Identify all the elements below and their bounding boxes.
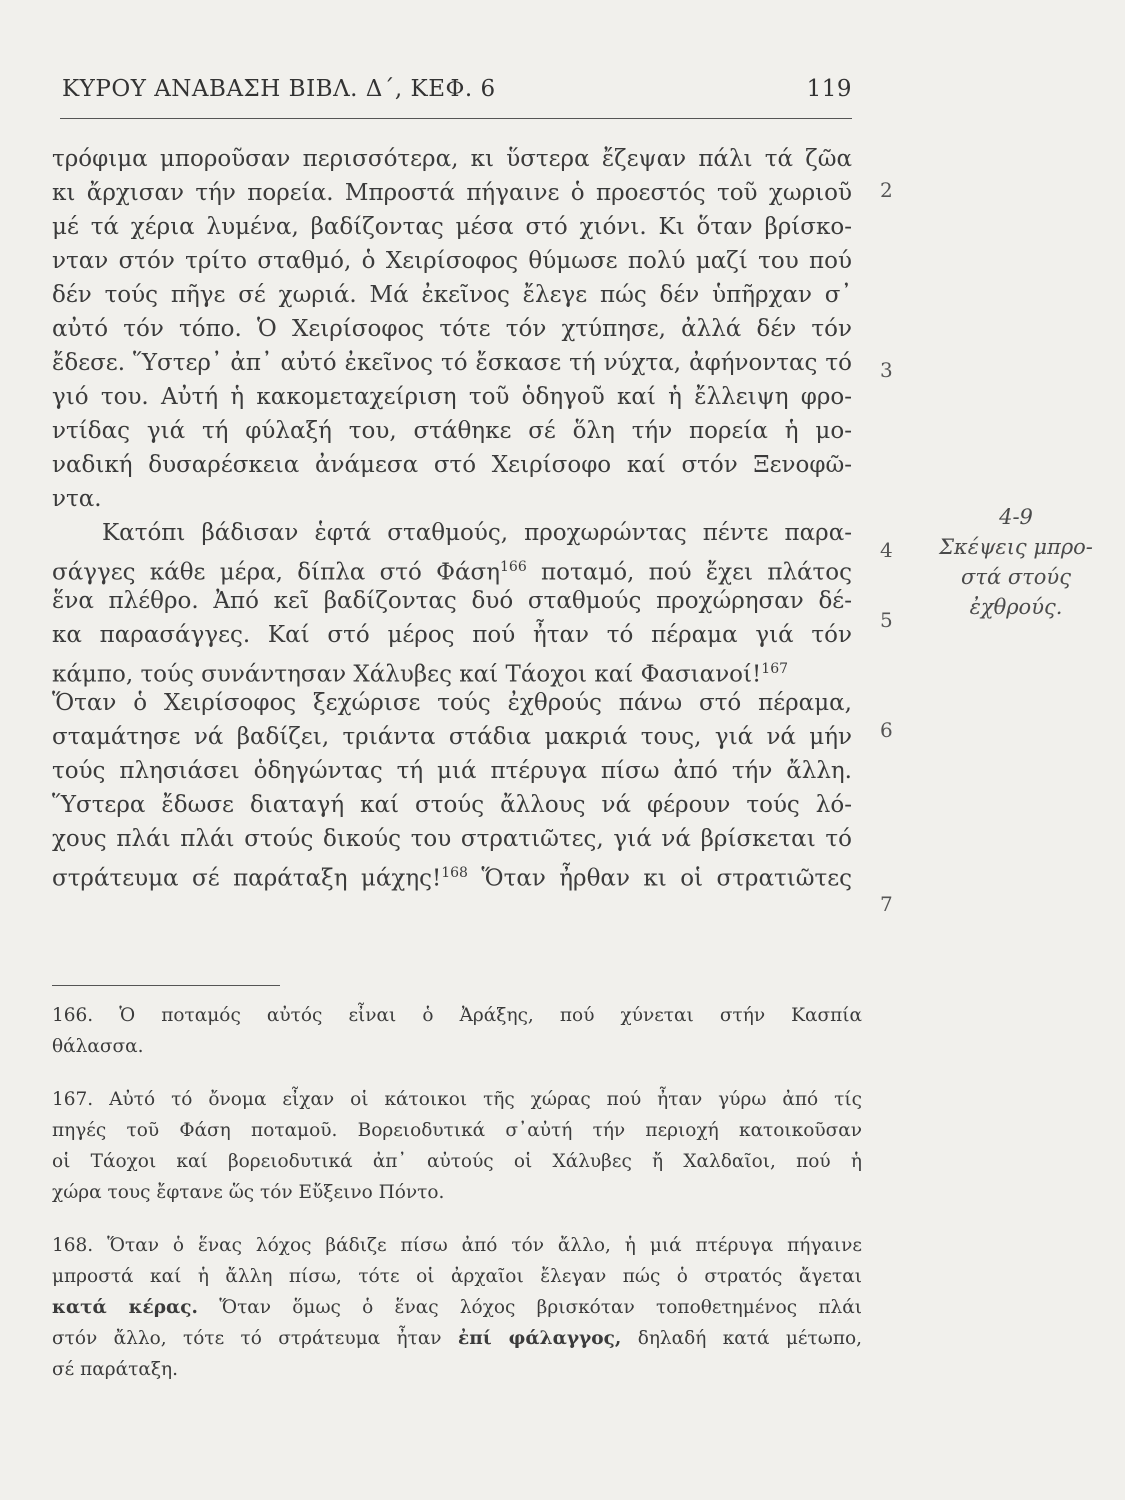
text-line: κι ἄρχισαν τήν πορεία. Μπροστά πήγαινε ὁ προεστός τοῦ χωριοῦ <box>52 180 852 206</box>
footnote-line: μπροστά καί ἡ ἄλλη πίσω, τότε οἱ ἀρχαῖοι ἔλεγαν πώς ὁ στρατός ἄγεται <box>52 1266 862 1287</box>
marginal-note-line: ἐχθρούς. <box>969 595 1063 619</box>
text-line: Ὕστερα ἔδωσε διαταγή καί στούς ἄλλους νά φέρουν τούς λό- <box>52 792 852 818</box>
marginal-note-line: Σκέψεις μπρο- <box>939 535 1093 559</box>
main-text <box>52 142 852 890</box>
header-rule <box>60 118 852 119</box>
text-line: νταν στόν τρίτο σταθμό, ὁ Χειρίσοφος θύμωσε πολύ μαζί του πού <box>52 248 852 274</box>
text-line: μέ τά χέρια λυμένα, βαδίζοντας μέσα στό χιόνι. Κι ὅταν βρίσκο- <box>52 214 852 240</box>
marginal-note <box>926 502 1106 622</box>
section-number: 5 <box>880 608 893 632</box>
text-line: ἔδεσε. Ὕστερ᾽ ἀπ᾽ αὐτό ἐκεῖνος τό ἔσκασε τή νύχτα, ἀφήνοντας τό <box>52 350 852 376</box>
footnote-rule <box>52 985 280 986</box>
text-fragment: δηλαδή κατά μέτωπο, <box>637 1328 863 1349</box>
text-fragment: ποταμό, πού ἔχει πλάτος <box>541 559 853 586</box>
text-line: τούς πλησιάσει ὁδηγώντας τή μιά πτέρυγα πίσω ἀπό τήν ἄλλη. <box>52 758 852 784</box>
running-title: ΚΥΡΟΥ ΑΝΑΒΑΣΗ ΒΙΒΛ. Δ΄, ΚΕΦ. 6 <box>62 76 496 102</box>
footnote-ref-168[interactable]: 168 <box>441 865 468 881</box>
section-number: 4 <box>880 538 893 562</box>
marginal-note-line: στά στούς <box>961 565 1071 589</box>
footnote-line <box>52 1292 862 1323</box>
text-fragment: Ὅταν ἦρθαν κι οἱ στρατιῶτες <box>481 865 852 892</box>
text-line: τρόφιμα μποροῦσαν περισσότερα, κι ὕστερα ἔζεψαν πάλι τά ζῶα <box>52 146 852 172</box>
text-fragment: κάμπο, τούς συνάντησαν Χάλυβες καί Τάοχοι καί Φασιανοί! <box>52 661 762 688</box>
footnote-line: χώρα τους ἔφτανε ὥς τόν Εὔξεινο Πόντο. <box>52 1182 445 1203</box>
text-line: ναδική δυσαρέσκεια ἀνάμεσα στό Χειρίσοφο καί στόν Ξενοφῶ- <box>52 452 852 478</box>
footnote-ref-167[interactable]: 167 <box>761 661 789 677</box>
footnote-168 <box>52 1230 862 1385</box>
text-line: Κατόπι βάδισαν ἑφτά σταθμούς, προχωρώντας πέντε παρα- <box>102 520 852 546</box>
text-line <box>52 550 852 584</box>
footnote-line: 166. Ὁ ποταμός αὐτός εἶναι ὁ Ἀράξης, πού χύνεται στήν Κασπία <box>52 1005 862 1026</box>
text-line: αὐτό τόν τόπο. Ὁ Χειρίσοφος τότε τόν χτύπησε, ἀλλά δέν τόν <box>52 316 852 342</box>
bold-term: κατά κέρας. <box>52 1297 198 1318</box>
text-line: ἕνα πλέθρο. Ἀπό κεῖ βαδίζοντας δυό σταθμούς προχώρησαν δέ- <box>52 588 852 614</box>
footnote-line: πηγές τοῦ Φάση ποταμοῦ. Βορειοδυτικά σ᾽αὐτή τήν περιοχή κατοικοῦσαν <box>52 1120 862 1141</box>
section-number: 6 <box>880 718 893 742</box>
text-line: χους πλάι πλάι στούς δικούς του στρατιῶτες, γιά νά βρίσκεται τό <box>52 826 852 852</box>
page-number: 119 <box>806 76 852 102</box>
text-line: δέν τούς πῆγε σέ χωριά. Μά ἐκεῖνος ἔλεγε πώς δέν ὑπῆρχαν σ᾽ <box>52 282 852 308</box>
footnotes <box>52 1000 862 1407</box>
text-line: ντα. <box>52 486 102 512</box>
footnote-167 <box>52 1084 862 1208</box>
text-fragment: σάγγες κάθε μέρα, δίπλα στό Φάση <box>52 559 501 586</box>
text-line: κα παρασάγγες. Καί στό μέρος πού ἦταν τό πέραμα γιά τόν <box>52 622 852 648</box>
footnote-line: 167. Αὐτό τό ὄνομα εἶχαν οἱ κάτοικοι τῆς χώρας πού ἦταν γύρω ἀπό τίς <box>52 1089 862 1110</box>
text-fragment: στράτευμα σέ παράταξη μάχης! <box>52 865 442 892</box>
section-number: 7 <box>880 892 893 916</box>
text-line: σταμάτησε νά βαδίζει, τριάντα στάδια μακριά τους, γιά νά μήν <box>52 724 852 750</box>
footnote-line <box>52 1323 862 1354</box>
marginal-note-range: 4-9 <box>999 505 1033 529</box>
text-line <box>52 652 852 686</box>
footnote-line: οἱ Τάοχοι καί βορειοδυτικά ἀπ᾽ αὐτούς οἱ Χάλυβες ἤ Χαλδαῖοι, πού ἡ <box>52 1151 862 1172</box>
section-number: 2 <box>880 178 893 202</box>
footnote-line: σέ παράταξη. <box>52 1359 178 1380</box>
footnote-166 <box>52 1000 862 1062</box>
text-fragment: στόν ἄλλο, τότε τό στράτευμα ἦταν <box>52 1328 442 1349</box>
text-line <box>52 856 852 890</box>
footnote-line: θάλασσα. <box>52 1036 144 1057</box>
text-line: ντίδας γιά τή φύλαξή του, στάθηκε σέ ὅλη τήν πορεία ἡ μο- <box>52 418 852 444</box>
text-fragment: Ὅταν ὅμως ὁ ἕνας λόχος βρισκόταν τοποθετημένος πλάι <box>219 1297 862 1318</box>
footnote-ref-166[interactable]: 166 <box>500 559 527 575</box>
bold-term: ἐπί φάλαγγος, <box>457 1328 622 1349</box>
text-line: γιό του. Αὐτή ἡ κακομεταχείριση τοῦ ὁδηγοῦ καί ἡ ἔλλειψη φρο- <box>52 384 852 410</box>
section-number: 3 <box>880 358 893 382</box>
footnote-line: 168. Ὅταν ὁ ἕνας λόχος βάδιζε πίσω ἀπό τόν ἄλλο, ἡ μιά πτέρυγα πήγαινε <box>52 1235 862 1256</box>
text-line: Ὅταν ὁ Χειρίσοφος ξεχώρισε τούς ἐχθρούς πάνω στό πέραμα, <box>52 690 852 716</box>
